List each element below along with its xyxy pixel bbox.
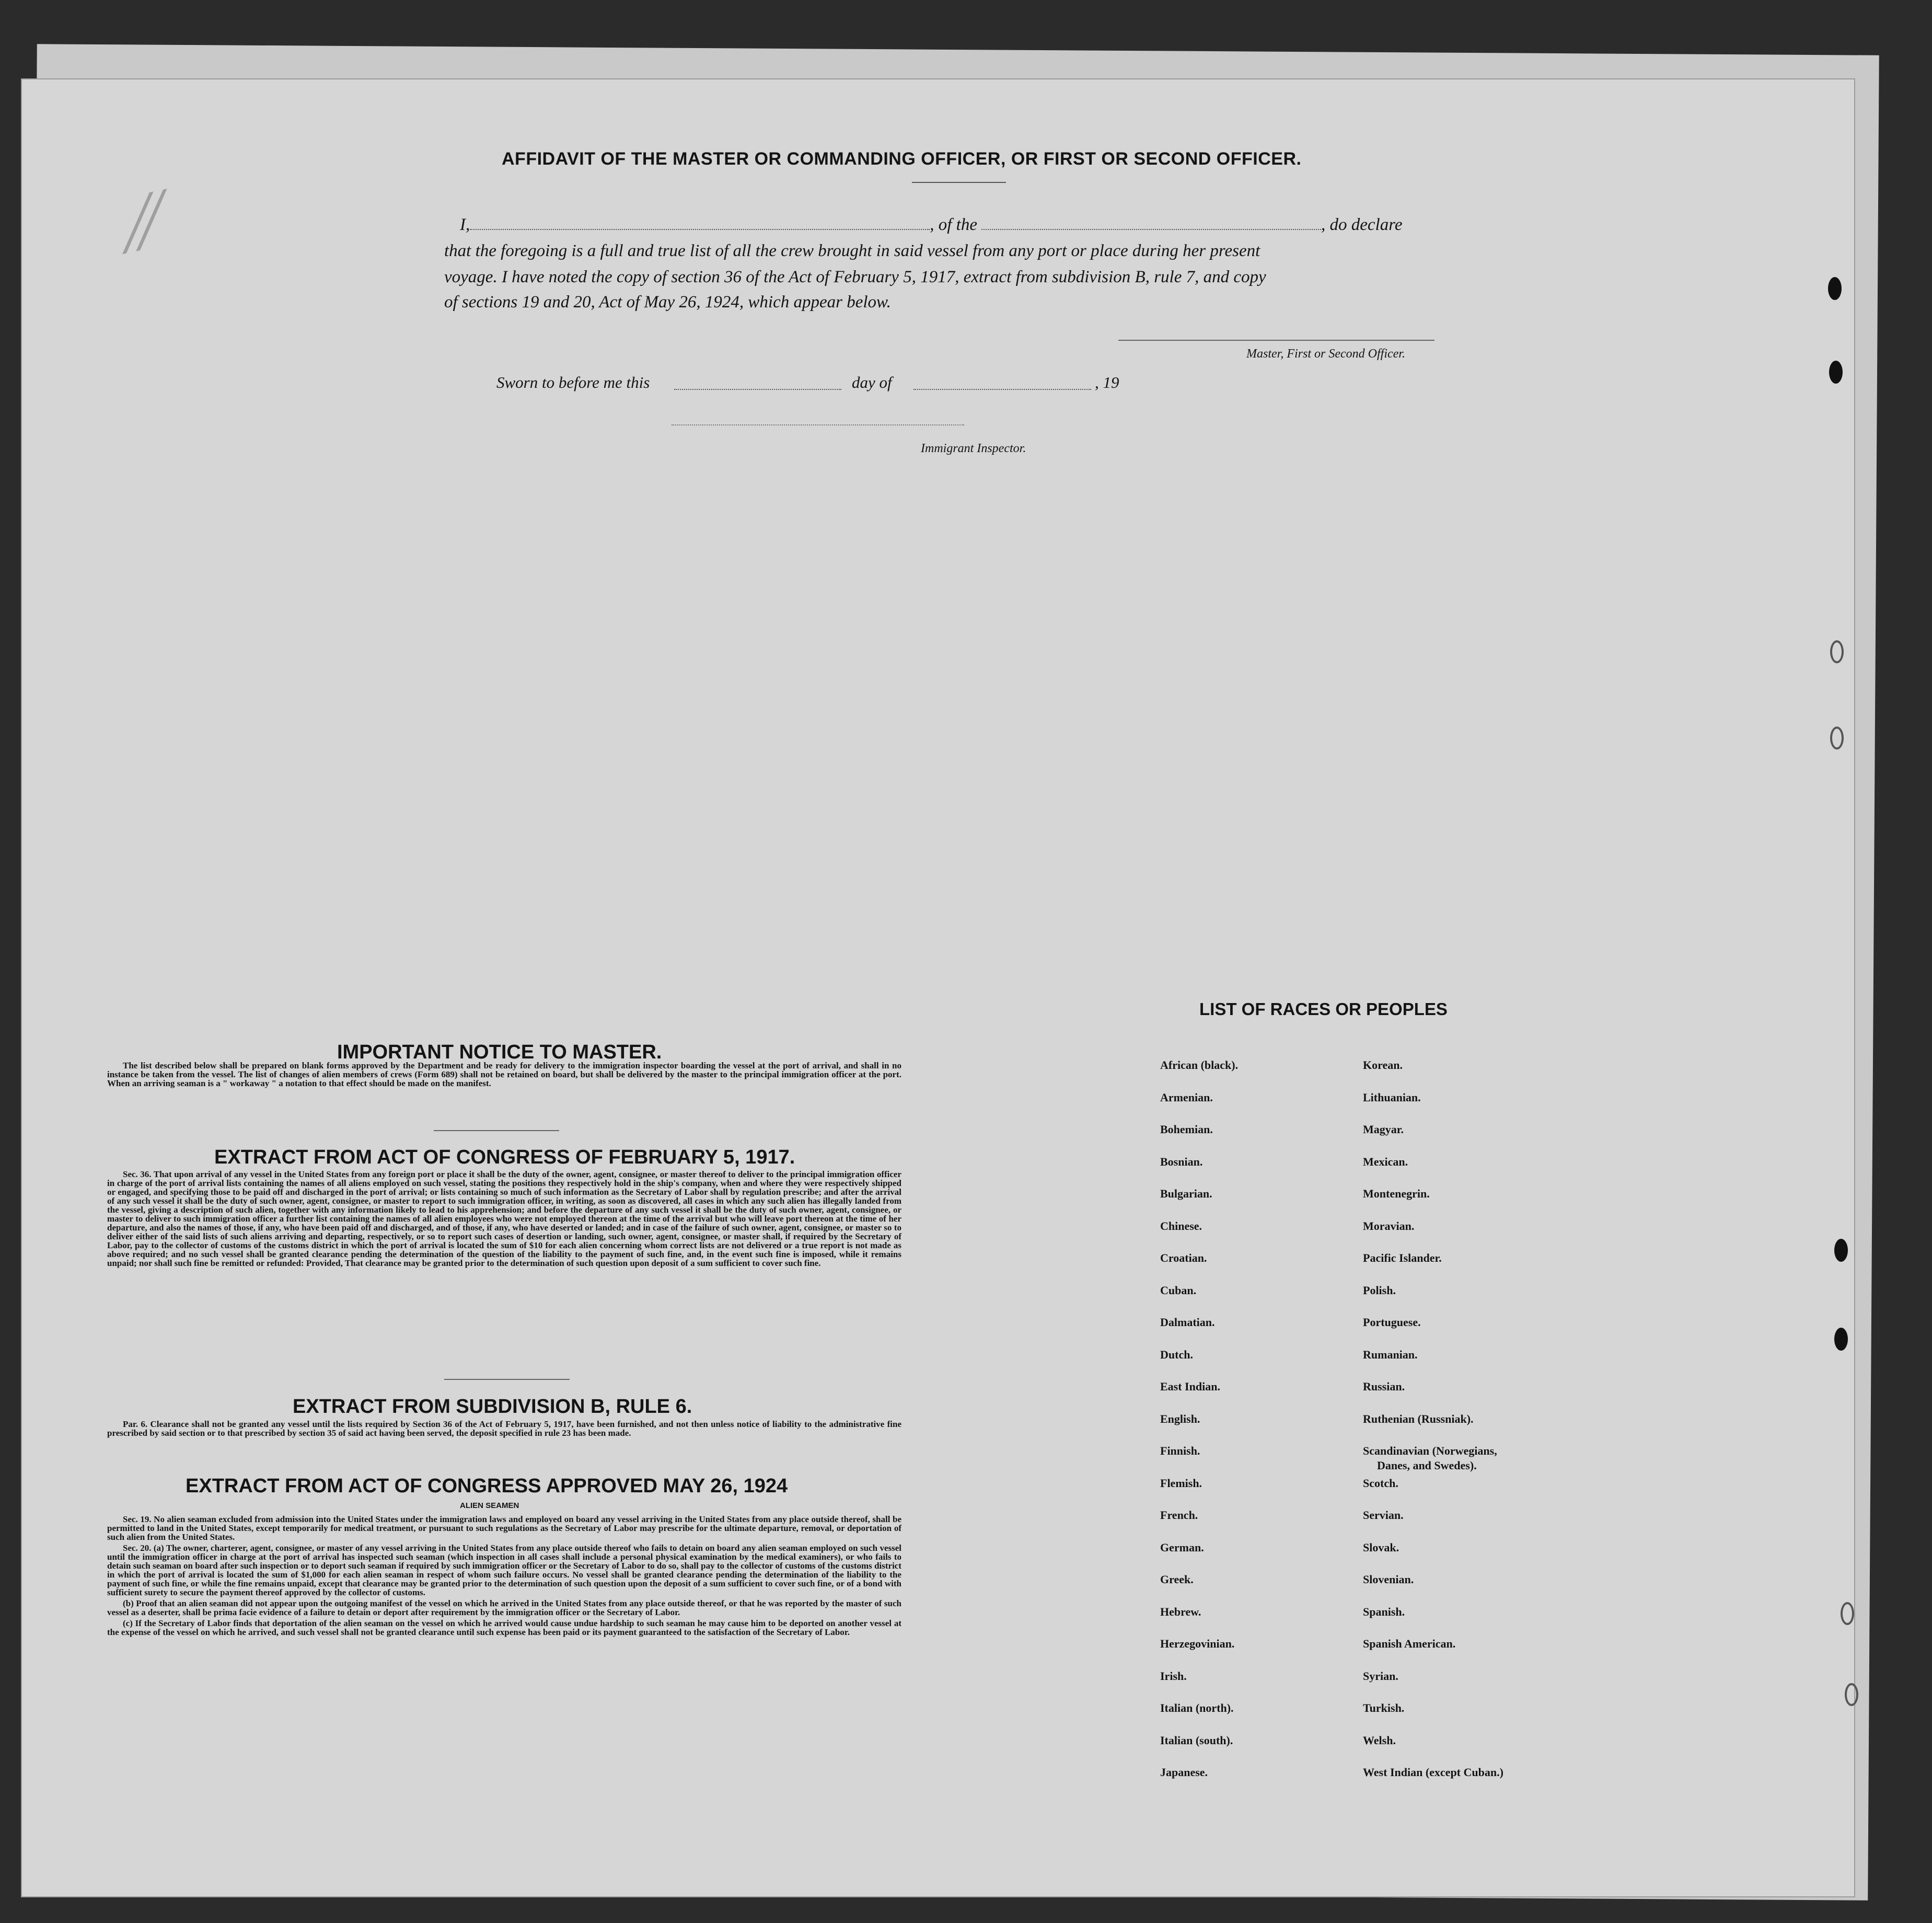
inspector-signature-label: Immigrant Inspector.	[921, 442, 1026, 455]
affidavit-line-3: voyage. I have noted the copy of section 36 of the Act of February 5, 1917, extract from subdivision B, rule 7, and copy	[444, 268, 1266, 286]
do-declare-label: , do declare	[1321, 215, 1403, 234]
race-item: Russian.	[1363, 1380, 1405, 1393]
race-item: Polish.	[1363, 1283, 1396, 1297]
race-item: Servian.	[1363, 1509, 1404, 1522]
name-field[interactable]	[470, 229, 930, 230]
notice-paragraph: The list described below shall be prepared on blank forms approved by the Department and be ready for delivery to the immigration inspector boarding the vessel at the port of arrival, and shall in no instance be taken from the vessel. The list of changes of alien members of crews (Form 689) shall not be retained on board, but shall be delivered by the master to the principal immigration officer at the port. When an arriving seaman is a " workaway " a notation to that effect should be made on the manifest.	[107, 1061, 901, 1088]
race-item: Bosnian.	[1160, 1155, 1203, 1168]
vessel-field[interactable]	[981, 229, 1321, 230]
race-item: Spanish.	[1363, 1605, 1405, 1618]
race-item: Ruthenian (Russniak).	[1363, 1412, 1474, 1425]
race-item: African (black).	[1160, 1058, 1239, 1072]
race-item: Hebrew.	[1160, 1605, 1201, 1618]
section-divider	[444, 1379, 570, 1380]
race-item: Pacific Islander.	[1363, 1251, 1442, 1264]
of-the-label: , of the	[930, 215, 977, 234]
race-item: Scotch.	[1363, 1476, 1398, 1490]
race-item: Herzegovinian.	[1160, 1637, 1235, 1650]
race-item: Montenegrin.	[1363, 1187, 1430, 1200]
punch-hole	[1841, 1602, 1854, 1625]
race-item: Dutch.	[1160, 1348, 1193, 1361]
race-item: Japanese.	[1160, 1766, 1208, 1779]
race-item: Chinese.	[1160, 1219, 1202, 1233]
punch-hole	[1845, 1683, 1858, 1706]
race-item: Finnish.	[1160, 1444, 1200, 1457]
race-item: Slovenian.	[1363, 1573, 1414, 1586]
affidavit-line-2: that the foregoing is a full and true list of all the crew brought in said vessel from any port or place during her present	[444, 241, 1260, 260]
race-item: Turkish.	[1363, 1701, 1405, 1714]
declarant-prefix: I,	[460, 215, 470, 234]
race-item: Portuguese.	[1363, 1316, 1421, 1329]
sworn-day-field[interactable]	[674, 389, 841, 390]
race-item: Irish.	[1160, 1669, 1187, 1683]
paragraph-6: Par. 6. Clearance shall not be granted any vessel until the lists required by Section 36 of the Act of February 5, 1917, have been furnished, and not then unless notice of liability to the administrative fine prescribed by said section or to that prescribed by section 35 of said act having been served, the deposit specified in rule 23 has been made.	[107, 1419, 901, 1438]
day-of-label: day of	[852, 373, 892, 391]
race-item: Cuban.	[1160, 1283, 1197, 1297]
races-title: LIST OF RACES OR PEOPLES	[1199, 999, 1448, 1019]
race-item: Danes, and Swedes).	[1377, 1459, 1477, 1472]
notice-title: IMPORTANT NOTICE TO MASTER.	[337, 1041, 662, 1063]
sworn-month-field[interactable]	[913, 389, 1091, 390]
race-item: Dalmatian.	[1160, 1316, 1215, 1329]
punch-hole	[1834, 1328, 1848, 1351]
race-item: Croatian.	[1160, 1251, 1207, 1264]
race-item: Slovak.	[1363, 1540, 1399, 1554]
race-item: Bulgarian.	[1160, 1187, 1212, 1200]
race-item: Welsh.	[1363, 1733, 1396, 1747]
affidavit-line-4: of sections 19 and 20, Act of May 26, 1924, which appear below.	[444, 293, 891, 312]
punch-hole	[1834, 1239, 1848, 1262]
title-underline	[912, 182, 1006, 183]
punch-hole	[1830, 727, 1844, 750]
section-20a-paragraph: Sec. 20. (a) The owner, charterer, agent, consignee, or master of any vessel arriving in the United States from any place outside thereof who fails to detain on board any alien seaman employed on such vessel until the immigration officer in charge at the port of arrival has inspected such seaman (which inspection in all cases shall include a personal physical examination by the medical examiners), or who fails to detain such seaman on board after such inspection or to deport such seaman if required by such immigration officer or the Secretary of Labor to do so, shall pay to the collector of customs of the customs district in which the port of arrival is located the sum of $1,000 for each alien seaman in respect of whom such failure occurs. No vessel shall be granted clearance pending the determination of the liability to the payment of such fine, or while the fine remains unpaid, except that clearance may be granted prior to the determination of such question upon the deposit of a sum sufficient to cover such fine, or of a bond with sufficient surety to secure the payment thereof approved by the collector of customs.	[107, 1543, 901, 1597]
punch-hole	[1829, 361, 1843, 384]
race-item: Rumanian.	[1363, 1348, 1418, 1361]
section-19-paragraph: Sec. 19. No alien seaman excluded from admission into the United States under the immigration laws and employed on board any vessel arriving in the United States from any place outside thereof, shall be permitted to land in the United States, except temporarily for medical treatment, or pursuant to such regulations as the Secretary of Labor may prescribe for the ultimate departure, removal, or deportation of such alien from the United States.	[107, 1514, 901, 1542]
act-1924-title: EXTRACT FROM ACT OF CONGRESS APPROVED MAY 26, 1924	[186, 1475, 788, 1497]
section-divider	[434, 1130, 559, 1131]
race-item: Scandinavian (Norwegians,	[1363, 1444, 1497, 1457]
sworn-label: Sworn to before me this	[496, 373, 650, 391]
race-item: Mexican.	[1363, 1155, 1408, 1168]
race-item: Flemish.	[1160, 1476, 1202, 1490]
race-item: Magyar.	[1363, 1123, 1404, 1136]
punch-hole	[1830, 640, 1844, 663]
affidavit-line-1	[460, 215, 1402, 235]
section-36-paragraph: Sec. 36. That upon arrival of any vessel in the United States from any foreign port or place it shall be the duty of the owner, agent, consignee, or master thereof to deliver to the principal immigration officer in charge of the port of arrival lists containing the names of all aliens employed on such vessel, stating the positions they respectively hold in the ship's company, when and where they were respectively shipped or engaged, and specifying those to be paid off and discharged in the port of arrival; or lists containing so much of such information as the Secretary of Labor shall by regulation prescribe; and after the arrival of any such vessel it shall be the duty of such owner, agent, consignee, or master to report to such immigration officer, in writing, as soon as discovered, all cases in which any such alien has illegally landed from the vessel, giving a description of such alien, together with any information likely to lead to his apprehension; and before the departure of any such vessel it shall be the duty of such owner, agent, consignee, or master to deliver to such immigration officer a further list containing the names of all alien employees who were not employed thereon at the time of the arrival but who will leave port thereon at the time of her departure, and also the names of those, if any, who have been paid off and discharged, and of those, if any, who have deserted or landed; and in case of the failure of such owner, agent, consignee, or master so to deliver either of the said lists of such aliens arriving and departing, respectively, or so to report such cases of desertion or landing, such owner, agent, consignee, or master shall, if required by the Secretary of Labor, pay to the collector of customs of the customs district in which the port of arrival is located the sum of $10 for each alien concerning whom correct lists are not delivered or a true report is not made as above required; and no such vessel shall be granted clearance pending the determination of the question of the liability to the payment of such fine, and, in the event such fine is imposed, while it remains unpaid; nor shall such fine be remitted or refunded: Provided, That clearance may be granted prior to the determination of such question upon deposit of a sum sufficient to cover such fine.	[107, 1169, 901, 1268]
section-20c-paragraph: (c) If the Secretary of Labor finds that deportation of the alien seaman on the vessel on which he arrived would cause undue hardship to such seaman he may cause him to be deported on another vessel at the expense of the vessel on which he arrived, and such vessel shall not be granted clearance until such expense has been paid or its payment guaranteed to the satisfaction of the Secretary of Labor.	[107, 1618, 901, 1637]
pencil-mark: ⁄⁄	[121, 172, 168, 269]
race-item: Syrian.	[1363, 1669, 1398, 1683]
race-item: French.	[1160, 1509, 1198, 1522]
rule-6-text	[107, 1420, 901, 1440]
act-1917-title: EXTRACT FROM ACT OF CONGRESS OF FEBRUARY 5, 1917.	[214, 1146, 795, 1168]
year-prefix: , 19	[1095, 373, 1119, 391]
rule-6-title: EXTRACT FROM SUBDIVISION B, RULE 6.	[293, 1396, 692, 1418]
race-item: West Indian (except Cuban.)	[1363, 1766, 1503, 1779]
inspector-signature-line[interactable]	[672, 424, 964, 425]
race-item: Korean.	[1363, 1058, 1403, 1072]
alien-seamen-subtitle: ALIEN SEAMEN	[460, 1501, 519, 1510]
race-item: Spanish American.	[1363, 1637, 1456, 1650]
race-item: German.	[1160, 1540, 1204, 1554]
notice-text	[107, 1061, 901, 1090]
race-item: Armenian.	[1160, 1090, 1213, 1104]
act-1917-text	[107, 1170, 901, 1270]
race-item: English.	[1160, 1412, 1200, 1425]
race-item: East Indian.	[1160, 1380, 1220, 1393]
race-item: Italian (south).	[1160, 1733, 1233, 1747]
race-item: Italian (north).	[1160, 1701, 1234, 1714]
act-1924-text	[107, 1515, 901, 1639]
affidavit-title: AFFIDAVIT OF THE MASTER OR COMMANDING OFFICER, OR FIRST OR SECOND OFFICER.	[502, 149, 1302, 169]
punch-hole	[1828, 277, 1842, 300]
race-item: Greek.	[1160, 1573, 1194, 1586]
race-item: Bohemian.	[1160, 1123, 1213, 1136]
master-signature-label: Master, First or Second Officer.	[1246, 347, 1405, 361]
section-20b-paragraph: (b) Proof that an alien seaman did not appear upon the outgoing manifest of the vessel on which he arrived in the United States from any place outside thereof, or that he was reported by the master of such vessel as a deserter, shall be prima facie evidence of a failure to detain or deport after requirement by the immigration officer or the Secretary of Labor.	[107, 1598, 901, 1617]
race-item: Lithuanian.	[1363, 1090, 1421, 1104]
race-item: Moravian.	[1363, 1219, 1415, 1233]
master-signature-line[interactable]	[1118, 340, 1434, 341]
